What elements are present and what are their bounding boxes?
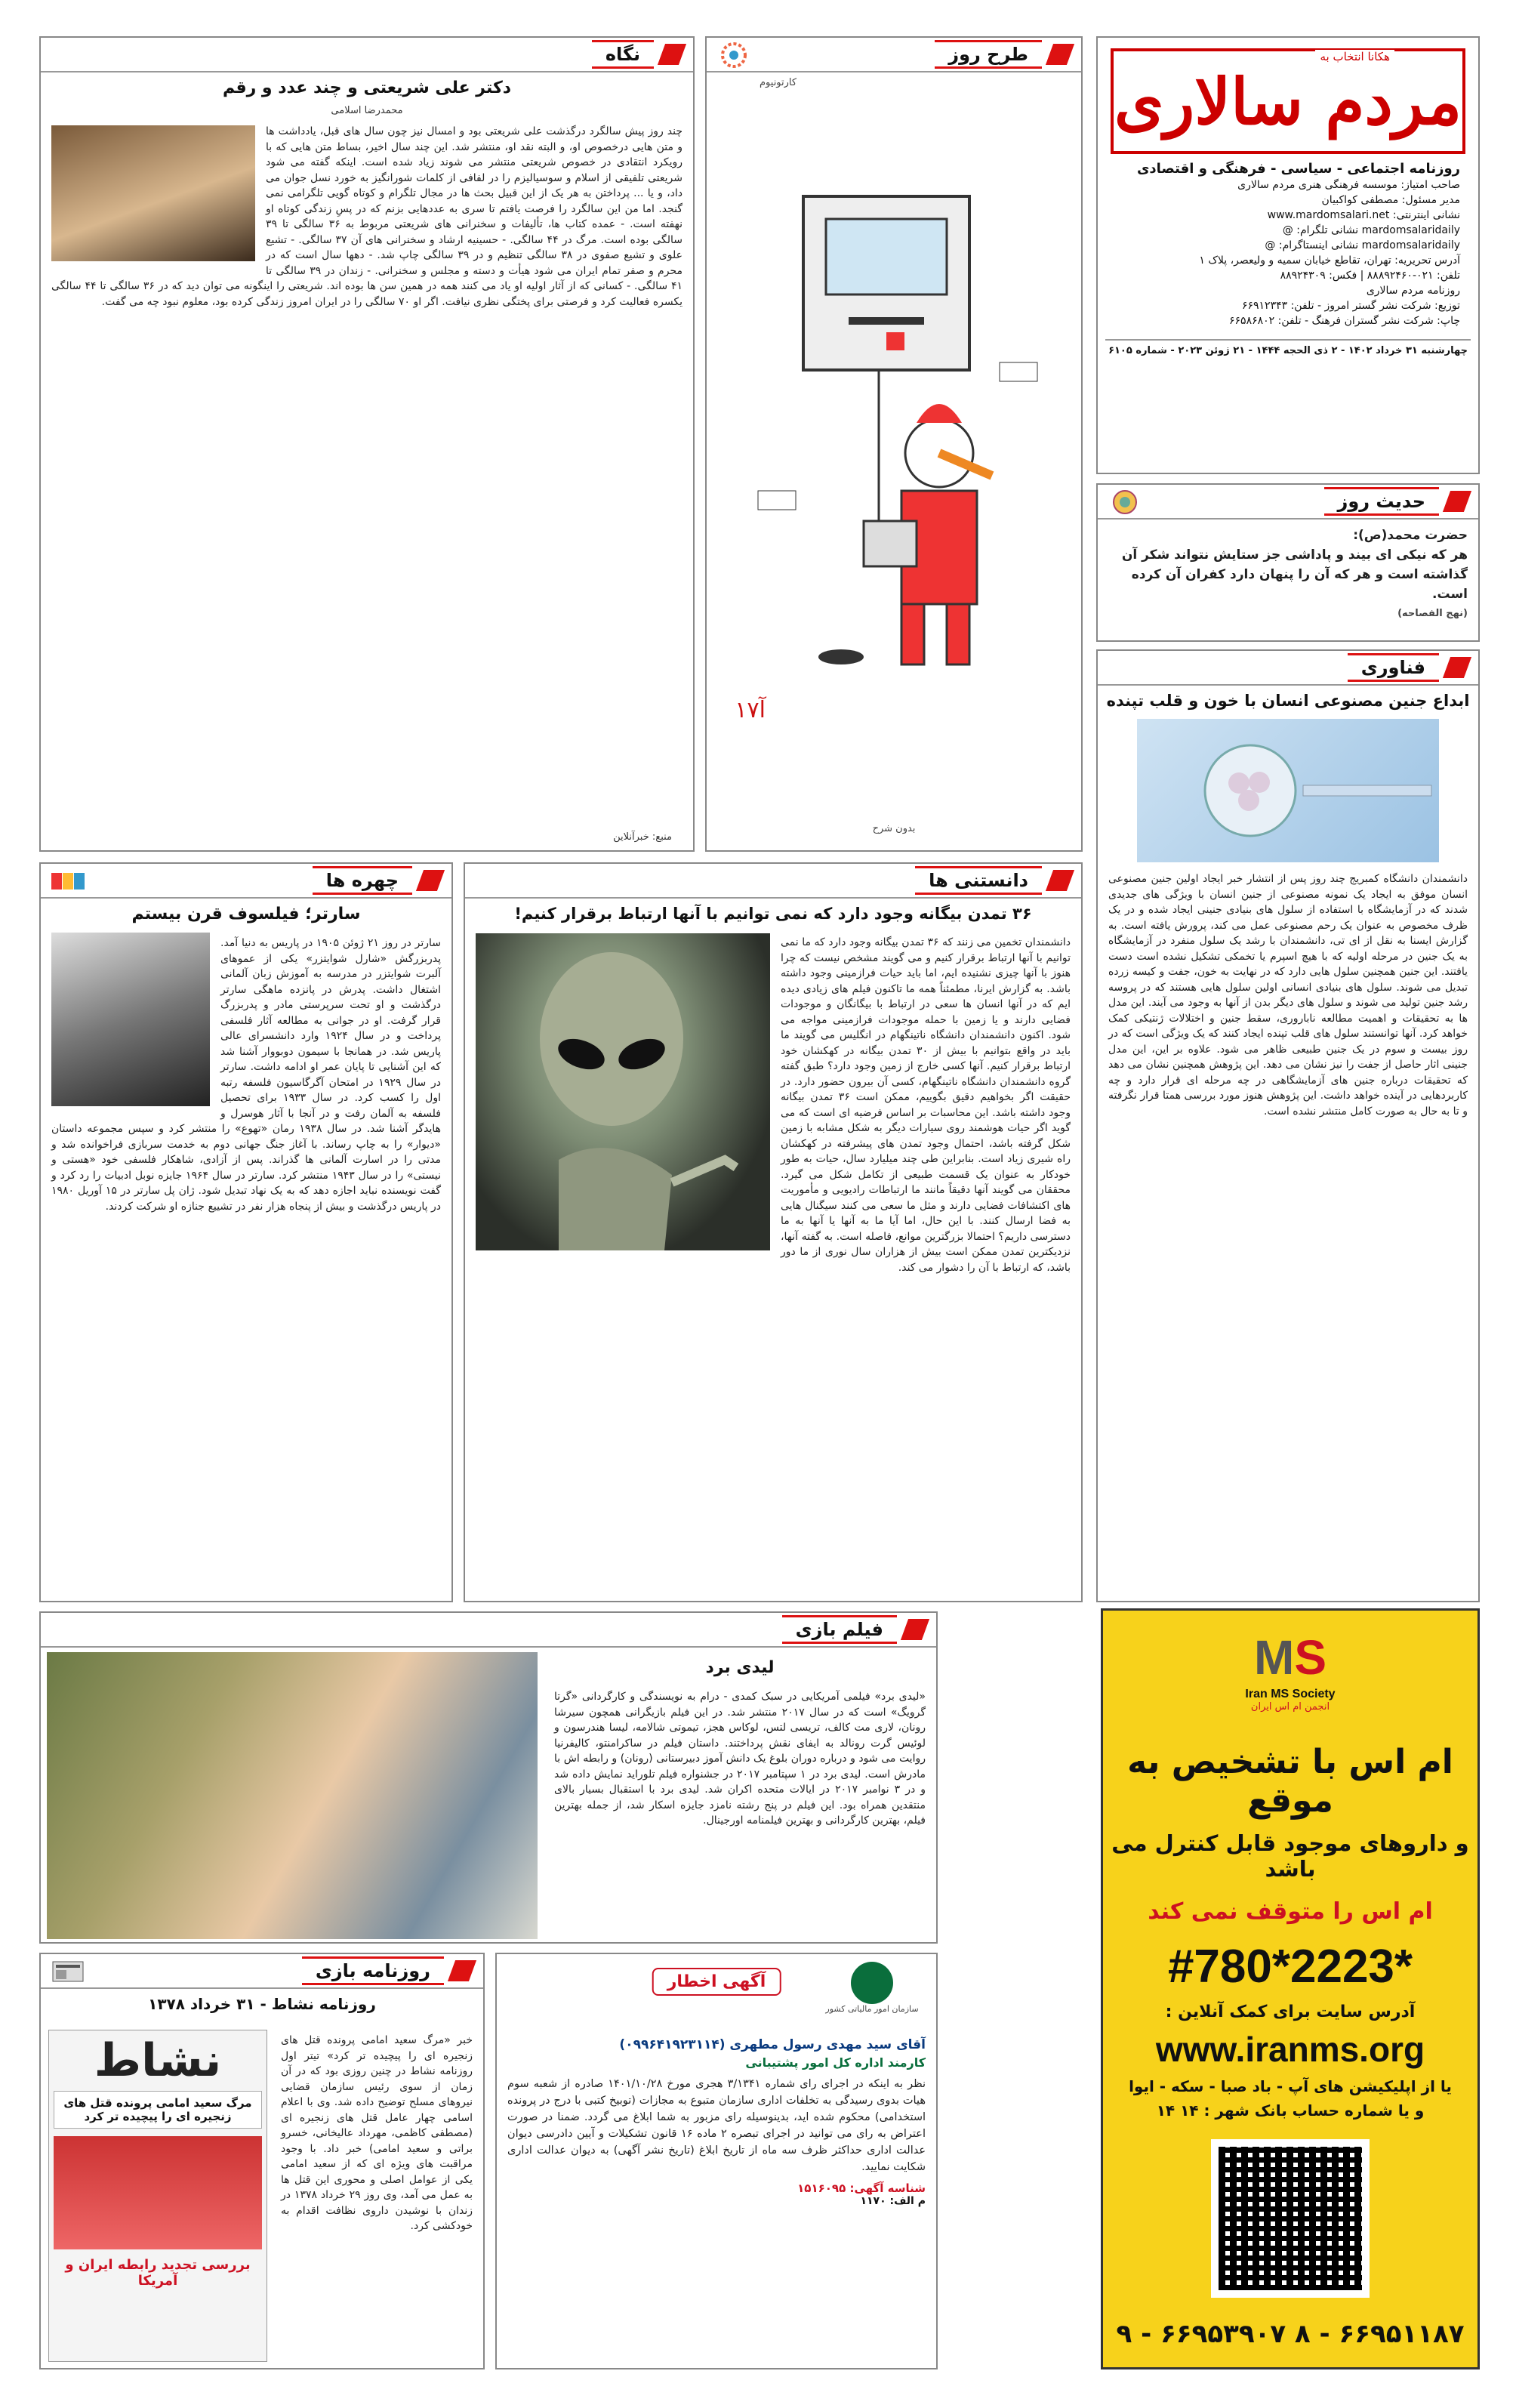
- hadith-source: (نهج الفصاحه): [1397, 608, 1468, 619]
- section-arrow-icon: [1046, 44, 1074, 65]
- notice-recipient: آقای سید مهدی رسول مطهری (۰۹۹۶۴۱۹۲۳۱۱۴): [619, 2037, 926, 2052]
- section-title: نگاه: [592, 40, 654, 69]
- ms-logo-mark-icon: MS: [1254, 1630, 1326, 1685]
- section-header: [41, 1613, 936, 1648]
- masthead-director: مدیر مسئول: مصطفی کواکبیان: [1321, 194, 1460, 206]
- film-body: «لیدی برد» فیلمی آمریکایی در سبک کمدی - درام به نویسندگی و کارگردانی «گرتا گرویگ» است که در سال ۲۰۱۷ منتشر شد. در این فیلم بازیگرانی همچون سیرشا رونان، لاری مت کالف، تریسی لتس، لوکاس هجز، تیموتی شالامه، لیسا هندرسون و لوئیس گرت رونالد به ایفای نقش پرداختند. داستان فیلم در ساکرامنتو، کالیفرنیا روایت می شود و درباره دوران بلوغ یک دانش آموز دبیرستانی (رونان) و رابطه اش با مادرش است. لیدی برد در ۱ سپتامبر ۲۰۱۷ در جشنواره فیلم تلوراید نمایش داده شد و در ۳ نوامبر ۲۰۱۷ در ایالات متحده اکران شد. لیدی برد با استقبال بسیار بالای منتقدین همراه بود. این فیلم در پنج رشته نامزد جایزه اسکار شد، از جمله بهترین فیلم، بهترین کارگردانی و بهترین فیلمنامه اورجینال.: [554, 1691, 926, 1827]
- article-title: ۳۶ تمدن بیگانه وجود دارد که نمی توانیم با آنها ارتباط برقرار کنیم!: [514, 905, 1032, 923]
- cartoon-caption: بدون شرح: [872, 823, 916, 834]
- section-header: [41, 864, 451, 899]
- section-arrow-icon: [448, 1960, 476, 1981]
- masthead-line: روزنامه مردم سالاری: [1366, 285, 1460, 297]
- sartre-photo: [51, 933, 210, 1106]
- qr-code: [1211, 2139, 1370, 2298]
- section-header: [465, 864, 1081, 899]
- donation-code: #780*2223*: [1167, 1941, 1413, 1993]
- article-body: دانشمندان دانشگاه کمبریج چند روز پس از انتشار خبر ایجاد اولین جنین مصنوعی انسان موفق به ایجاد یک نمونه مصنوعی از جنین انسان با ویژگی های جدیدی شدند که در آزمایشگاه با استفاده از سلول های بنیادی جنینی ایجاد شده و در یک ظرف مخصوص به عنوان یک رحم مصنوعی عمل می کند، پرورش یافته است. به گزارش ایسنا به نقل از ای تی، دانشمندان با رشد یک سلول منفرد در آزمایشگاه به یک جنین در مرحله اولیه که با هیچ اسپرم یا تخمکی تشکیل نشده است دست یافتند. این جنین همچنین سلول هایی دارد که در نهایت به خون، جفت و کیسه زرده تبدیل می شوند. سلول های بنیادی انسانی اولین سلول هایی هستند که در پروسه رشد جنین تولید می شوند و سلول های دیگر بدن از آنها به وجود می آیند. این مدل ها به تحقیقات و اهمیت مطالعه ناباروری، سقط جنین و اختلالات ژنتیکی کمک خواهد کرد. آنها توانستند سلول های قلب تپنده ایجاد کنند که یک ویژگی است که در روز بیست و سوم در یک جنین طبیعی ظاهر می شود. علاوه بر این، این مدل جنینی اثار حاصل از جفت را نیز نشان می دهد. این پژوهش همچنین نشان می دهد که تحقیقات درباره جنین های آزمایشگاهی در چه مرحله ای قرار دارد و چه کاربردهایی در آینده خواهد داشت. این پژوهش هنوز مورد بررسی همتا قرار نگرفته و تا به حال به صورت کامل منتشر نشده است.: [1108, 873, 1468, 1118]
- site-label: آدرس سایت برای کمک آنلاین :: [1165, 2003, 1416, 2021]
- section-title: فناوری: [1348, 653, 1439, 682]
- paper-image: [54, 2136, 262, 2249]
- masthead-info: [1098, 154, 1478, 336]
- faces-section: [39, 862, 453, 1602]
- paper-subheadline: بررسی تجدید رابطه ایران و آمریکا: [65, 2257, 251, 2289]
- ad-phones: ۶۶۹۵۱۱۸۷ - ۸ ۶۶۹۵۳۹۰۷ - ۹: [1116, 2319, 1465, 2349]
- ms-logo: [1103, 1627, 1477, 1713]
- tax-emblem-icon: [851, 1962, 893, 2004]
- section-title: فیلم بازی: [782, 1615, 897, 1644]
- ad-headline-2: و داروهای موجود قابل کنترل می باشد: [1111, 1830, 1469, 1882]
- cartoon-section: [705, 36, 1083, 852]
- article-body: دانشمندان تخمین می زنند که ۳۶ تمدن بیگانه وجود دارد که ما نمی توانیم با آنها ارتباط برقرار کنیم و می گویند مشخص نیست که چرا هنوز با آنها چیزی نشنیده ایم، اما باید حیات فرازمینی وجود داشته باشد. به گزارش ایرنا، مطمئناً همه ما تاکنون فیلم های زیادی دیده ایم که در آنها انسان ها سعی در ارتباط با بیگانگان و موجودات فضایی دارند و یا زمین با حمله موجودات فرازمینی مواجه می شود. اکنون دانشمندان دانشگاه ناتینگهام در انگلیس می گویند ما باید در واقع بتوانیم با بیش از ۳۰ تمدن بیگانه در کهکشان خود ارتباط برقرار کنیم. آنها کسی خارج از زمین وجود دارد؟ طبق گفته گروه دانشمندان دانشگاه ناتینگهام، کسی آن بیرون حضور دارد. در حقیقت اگر بخواهیم دقیق بگوییم، ممکن است ۳۶ تمدن بیگانه وجود داشته باشد. این محاسبات بر اساس فرضیه ای است که می گوید اگر حیات هوشمند روی سیارات دیگر به شکل مشابه با زمین شکل گرفته باشد، احتمال وجود تمدن های پیشرفته در کهکشان راه شیری زیاد است. بنابراین طی چند میلیارد سال، حیات به طور خودکار به عنوان یک قسمت طبیعی از تکامل شکل می گیرد. محققان می گویند آنها دقیقاً مانند ما ارتباطات رادیویی و مأموریت های اکتشافات فضایی دارند و مثل ما سعی می کنند سیگنال هایی به فضا ارسال کنند. با این حال، اما آیا ما به آنها یا آنها به ما دسترسی داریم؟ احتمالا بزرگترین موانع، فاصله است. به گفته آنها، نزدیکترین تمدن ممکن است بیش از هزاران سال نوری از ما دور باشد، که ارتباط با آن را دشوار می کند.: [781, 936, 1071, 1274]
- issue-date: چهارشنبه ۳۱ خرداد ۱۴۰۲ - ۲ ذی الحجه ۱۴۴۴ - ۲۱ ژوئن ۲۰۲۳ - شماره ۶۱۰۵: [1105, 339, 1471, 356]
- article-body: چند روز پیش سالگرد درگذشت علی شریعتی بود و امسال نیز چون سال های قبل، یادداشت ها و متن هایی درخصوص او، و البته نقد او، منتشر شد. این چند سال اخیر، بساط متن هایی که با رویکرد انتقادی در خصوص شریعتی منتشر می شوند زیاد شده است. اینکه گفته می شود شریعتی تلفیقی از اسلام و سوسیالیزم را در لفافی از کلمات شورانگیز به خورد نسل جوان می داد، و یا ... پرداختن به هر یک از این قبیل بحث ها در مجال تلگرام و کوتاه گویی تلگرامی نمی گنجد. اما من این سالگرد را فرصت یافتم تا سری به عددهایی بزنم که در پسِ زندگی کوتاه او نهفته است. - عمده کتاب ها، تألیفات و سخنرانی های شریعتی مربوط به ۳۶ سالگی تا ۳۹ سالگی بوده است. مرگ در ۴۴ سالگی. - حسینیه ارشاد و سخنرانی های آن ۳۷ سالگی. - تشیع علوی و تشیع صفوی در ۳۸ سالگی تنظیم و در ۳۹ سالگی چاپ شد. - دهها سال است که در محرم و صفر تمام ایران می شود هیأت و دسته و مجلس و سخنرانی. - زندان در ۳۹ سالگی تا ۴۱ سالگی. - کسانی که از آثار اولیه او یاد می کنند همه در همین سن ها بوده اند. شریعتی را اینگونه می توان دید که در ۳۶ سالگی تا ۴۴ سالگی یکسره فعالیت کرد و فرصتی برای پختگی نظری نیافت. اگر او ۷۰ سالگی را در ایران امروز زندگی کرده بود، معلوم نبود چه می گفت.: [51, 125, 683, 308]
- ad-headline-3: ام اس را متوقف نمی کند: [1148, 1898, 1433, 1925]
- article-title: ابداع جنین مصنوعی انسان با خون و قلب تپنده: [1106, 692, 1470, 710]
- section-arrow-icon: [658, 44, 686, 65]
- section-title: چهره ها: [313, 866, 412, 895]
- masthead-distribution: توزیع: شرکت نشر گستر امروز - تلفن: ۶۶۹۱۲۳۴۳: [1241, 300, 1460, 312]
- section-title: حدیث روز: [1324, 487, 1439, 516]
- article-title: سارتر؛ فیلسوف قرن بیستم: [131, 905, 361, 923]
- article-body: سارتر در روز ۲۱ ژوئن ۱۹۰۵ در پاریس به دنیا آمد. پدربزرگش «شارل شوایتزر» یکی از عموهای آلبرت شوایتزر در مدرسه به آموزش زبان آلمانی اشتغال داشت. پدرش در پانزده ماهگی سارتر درگذشت و او تحت سرپرستی مادر و پدربزرگ قرار گرفت. او در جوانی به مطالعه آثار فلسفی پرداخت و در سال ۱۹۲۴ وارد دانشسرای عالی پاریس شد. در همانجا با سیمون دوبووار آشنا شد که این آشنایی تا پایان عمر او ادامه داشت. سارتر در سال ۱۹۲۹ در امتحان آگرگاسیون فلسفه رتبه اول را کسب کرد. در سال ۱۹۳۳ برای تحصیل فلسفه به آلمان رفت و در آنجا با آثار هوسرل و هایدگر آشنا شد. در سال ۱۹۳۸ رمان «تهوع» را منتشر کرد و سپس مجموعه داستان «دیوار» را به چاپ رساند. با آغاز جنگ جهانی دوم به خدمت سربازی فراخوانده شد و مدتی را در اسارت آلمانی ها گذراند. پس از آزادی، شاهکار فلسفی خود «هستی و نیستی» را در سال ۱۹۴۳ منتشر کرد. سارتر در سال ۱۹۶۴ جایزه نوبل ادبیات را رد کرد و گفت نویسنده نباید اجازه دهد که به یک نهاد تبدیل شود. ژان پل سارتر در ۱۵ آوریل ۱۹۸۰ در پاریس درگذشت و بیش از پنجاه هزار نفر در تشییع جنازه او شرکت کردند.: [51, 937, 442, 1213]
- bank-line: و یا شماره حساب بانک شهر : ۱۴ ۱۴: [1156, 2101, 1425, 2120]
- newspaper-archive-section: [39, 1953, 485, 2369]
- hadith-section: [1096, 483, 1480, 642]
- masthead: [1096, 36, 1480, 474]
- masthead-print: چاپ: شرکت نشر گستران فرهنگ - تلفن: ۶۶۵۸۶۸۰۲: [1229, 315, 1460, 327]
- newspaper-page: [39, 36, 1480, 2369]
- section-arrow-icon: [416, 870, 445, 891]
- masthead-tagline: روزنامه اجتماعی - سیاسی - فرهنگی و اقتصادی: [1136, 161, 1460, 177]
- logo-text: مردم سالاری: [1114, 63, 1462, 139]
- section-title: طرح روز: [935, 40, 1042, 69]
- article-author: محمدرضا اسلامی: [331, 105, 403, 116]
- ms-org-en: Iran MS Society: [1245, 1688, 1336, 1700]
- section-arrow-icon: [1443, 491, 1471, 512]
- masthead-line: نشانی اینترنتی: www.mardomsalari.net: [1267, 209, 1460, 221]
- hadith-title: حضرت محمد(ص):: [1353, 528, 1468, 543]
- embryo-illustration: [1137, 719, 1439, 862]
- author-photo: [51, 125, 255, 261]
- masthead-line: آدرس تحریریه: تهران، تقاطع خیابان سمیه و ولیعصر، پلاک ۱: [1199, 254, 1460, 267]
- technology-section: [1096, 649, 1480, 1602]
- section-header: [41, 1954, 483, 1989]
- apps-line: یا از اپلیکیشن های آپ - باد صبا - سکه - ایوا: [1129, 2077, 1452, 2095]
- ad-headline-1: ام اس با تشخیص به موقع: [1127, 1743, 1453, 1820]
- section-arrow-icon: [1046, 870, 1074, 891]
- section-header: [707, 38, 1081, 72]
- cartoon-image: [713, 98, 1075, 778]
- ornament-icon: [1107, 489, 1143, 515]
- cartoonium-logo-icon: [716, 42, 752, 68]
- film-section: [39, 1611, 938, 1944]
- ms-org-fa: انجمن ام اس ایران: [1250, 1701, 1330, 1713]
- cartoon-signature: آ۱۷: [735, 697, 766, 723]
- tax-org-logo: [815, 1962, 929, 2014]
- notice-position: کارمند اداره کل امور پشتیبانی: [745, 2055, 926, 2070]
- masthead-line: mardomsalaridaily نشانی تلگرام: @: [1282, 224, 1460, 236]
- newspaper-front-page: [48, 2030, 267, 2362]
- hadith-text: هر که نیکی ای بیند و پاداشی جز ستایش نتواند شکر آن گذاشته است و هر که آن را پنهان دارد کفران آن کرده است.: [1121, 547, 1468, 602]
- article-title: روزنامه نشاط - ۳۱ خرداد ۱۳۷۸: [148, 1995, 376, 2013]
- paper-headline: مرگ سعید امامی پرونده قتل های زنجیره ای را پیچیده تر کرد: [54, 2091, 262, 2129]
- ms-society-ad: [1101, 1608, 1480, 2369]
- site-link[interactable]: www.iranms.org: [1155, 2030, 1425, 2069]
- newspaper-logo: [1111, 48, 1465, 154]
- notice-id: شناسه آگهی: ۱۵۱۶۰۹۵: [797, 2181, 926, 2195]
- alien-illustration: [476, 933, 770, 1250]
- section-title: دانستنی ها: [915, 866, 1042, 895]
- article-body: خبر «مرگ سعید امامی پرونده قتل های زنجیره ای را پیچیده تر کرد» تیتر اول روزنامه نشاط در چنین روزی بود که در آن زمان از سوی رئیس سازمان قضایی نیروهای مسلح توضیح داده شد. وی با اعلام اسامی چهار عامل قتل های زنجیره ای (مصطفی کاظمی، مهرداد عالیخانی، خسرو براتی و سعید امامی) خبر داد. با وجود مراقبت های ویژه ای که از سعید امامی یکی از عوامل اصلی و محوری این قتل ها به عمل می آمد، وی روز ۲۹ خرداد ۱۳۷۸ در زندان با نوشیدن داروی نظافت اقدام به خودکشی کرد.: [281, 2034, 473, 2232]
- cartoon-tag: کارتونیوم: [760, 77, 797, 88]
- section-arrow-icon: [1443, 657, 1471, 678]
- section-header: [1098, 485, 1478, 520]
- alien-image: [476, 933, 770, 1250]
- article-title: دکتر علی شریعتی و چند عدد و رقم: [222, 79, 512, 97]
- legal-notice: [495, 1953, 938, 2369]
- section-title: روزنامه بازی: [302, 1956, 444, 1985]
- viewpoint-section: [39, 36, 695, 852]
- notice-code: م الف: ۱۱۷۰: [860, 2195, 926, 2207]
- newspaper-stack-icon: [50, 1959, 86, 1984]
- notice-title: آگهی اخطار: [652, 1968, 781, 1996]
- film-title: لیدی برد: [705, 1658, 775, 1677]
- embryo-image: [1137, 719, 1439, 862]
- masthead-owner: صاحب امتیاز: موسسه فرهنگی هنری مردم سالاری: [1237, 179, 1460, 191]
- paper-name: نشاط: [94, 2034, 222, 2087]
- notice-body: نظر به اینکه در اجرای رای شماره ۳/۱۳۴۱ هجری مورخ ۱۴۰۱/۱۰/۲۸ صادره از شعبه سوم هیات بدوی رسیدگی به تخلفات اداری سازمان متبوع به مجازات (توبیخ کتبی با درج در پرونده استخدامی) محکوم شده اید، بدینوسیله رای مزبور به شما ابلاغ می گردد. ضمنا در صورت اعتراض به رای می توانید در اجرای تبصره ۲ ماده ۱۶ قانون تشکیلات و آیین دادرسی دیوان عدالت اداری حداکثر ظرف سه ماه از تاریخ ابلاغ (تاریخ نشر آگهی) به دیوان عدالت اداری شکایت نمایید.: [507, 2078, 926, 2173]
- masthead-line: تلفن: ۰۲۱-۸۸۸۹۲۴۶۰ | فکس: ۸۸۹۲۴۳۰۹: [1280, 270, 1460, 282]
- facts-section: [464, 862, 1083, 1602]
- hadith-body: [1098, 520, 1478, 630]
- logo-subtitle: هکانا انتخاب به: [1315, 50, 1394, 63]
- faces-logo-icon: [50, 868, 86, 894]
- masthead-line: mardomsalaridaily نشانی اینستاگرام: @: [1265, 239, 1460, 251]
- section-arrow-icon: [901, 1619, 929, 1640]
- section-header: [41, 38, 693, 72]
- section-header: [1098, 651, 1478, 686]
- article-source: منبع: خبرآنلاین: [613, 831, 672, 843]
- tax-org-name: سازمان امور مالیاتی کشور: [825, 2004, 919, 2014]
- film-still-image: [47, 1652, 538, 1939]
